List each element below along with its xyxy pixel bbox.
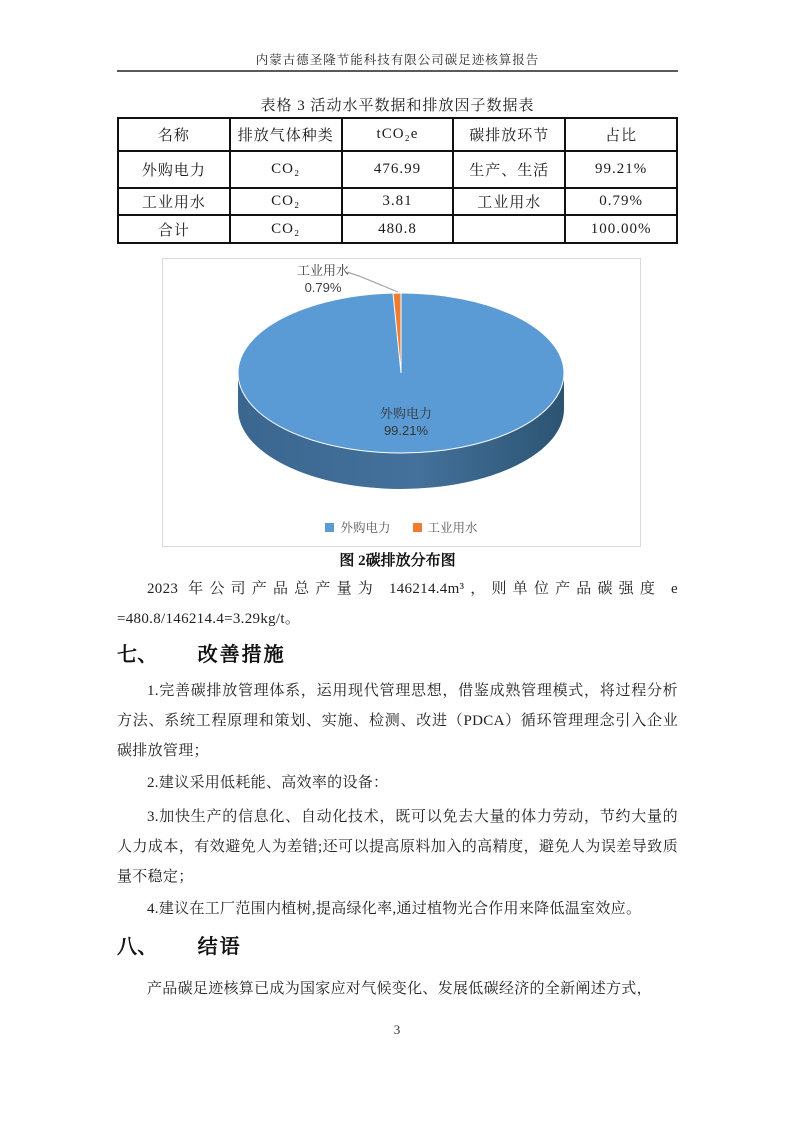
emission-data-table	[117, 117, 678, 244]
slice-label-value: 99.21%	[383, 423, 429, 438]
cell-name: 外购电力	[118, 151, 230, 188]
cell-name: 工业用水	[118, 188, 230, 215]
legend-item-electricity	[325, 518, 390, 536]
cell-tco2e: 480.8	[342, 215, 454, 243]
production-para-line2: =480.8/146214.4=3.29kg/t。	[117, 611, 301, 627]
cell-gas: CO₂	[230, 215, 342, 243]
table-row	[118, 188, 677, 215]
cell-share: 100.00%	[565, 215, 677, 243]
col-header-gas: 排放气体种类	[230, 118, 342, 151]
document-header: 内蒙古德圣隆节能科技有限公司碳足迹核算报告	[255, 53, 540, 67]
slice-label-text: 外购电力	[379, 406, 432, 421]
table-title: 表格 3 活动水平数据和排放因子数据表	[260, 98, 535, 114]
callout-label-value: 0.79%	[304, 280, 342, 295]
body-text	[117, 574, 678, 1004]
table-total-row	[118, 215, 677, 243]
cell-stage: 工业用水	[453, 188, 565, 215]
section-heading-7	[117, 642, 678, 668]
section-heading-8	[117, 934, 678, 960]
cell-stage	[453, 215, 565, 243]
improvement-item-3: 3.加快生产的信息化、自动化技术，既可以免去大量的体力劳动，节约大量的人力成本，有效避免人为差错;还可以提高原料加入的高精度，避免人为误差导致质量不稳定；	[117, 809, 678, 885]
col-header-tco2e: tCO₂e	[342, 118, 454, 151]
production-para-line1: 2023 年公司产品总产量为 146214.4m³，则单位产品碳强度 e	[147, 581, 678, 597]
table-header-row	[118, 118, 677, 151]
section-number: 八、	[117, 936, 158, 958]
cell-gas: CO₂	[230, 188, 342, 215]
pie-chart	[162, 258, 641, 547]
legend-label: 工业用水	[427, 521, 478, 535]
header-divider	[117, 70, 678, 72]
legend-swatch-orange	[413, 523, 422, 532]
improvement-item-1: 1.完善碳排放管理体系，运用现代管理思想，借鉴成熟管理模式，将过程分析方法、系统工程原理和策划、实施、检测、改进（PDCA）循环管理理念引入企业碳排放管理；	[117, 683, 678, 759]
col-header-share: 占比	[565, 118, 677, 151]
cell-share: 0.79%	[565, 188, 677, 215]
section-title: 结语	[197, 936, 242, 958]
cell-tco2e: 3.81	[342, 188, 454, 215]
section-number: 七、	[117, 644, 158, 666]
cell-name: 合计	[118, 215, 230, 243]
table-row	[118, 151, 677, 188]
pie-chart-graphic	[163, 259, 642, 548]
cell-tco2e: 476.99	[342, 151, 454, 188]
callout-label	[263, 262, 383, 296]
legend-item-water	[413, 518, 478, 536]
improvement-item-4: 4.建议在工厂范围内植树,提高绿化率,通过植物光合作用来降低温室效应。	[147, 901, 642, 917]
slice-label	[346, 405, 466, 439]
cell-share: 99.21%	[565, 151, 677, 188]
conclusion-para: 产品碳足迹核算已成为国家应对气候变化、发展低碳经济的全新阐述方式，	[147, 981, 652, 997]
section-title: 改善措施	[197, 644, 286, 666]
figure-caption: 图 2碳排放分布图	[339, 553, 456, 569]
col-header-name: 名称	[118, 118, 230, 151]
cell-stage: 生产、生活	[453, 151, 565, 188]
legend-label: 外购电力	[340, 521, 391, 535]
improvement-item-2: 2.建议采用低耗能、高效率的设备：	[147, 775, 389, 791]
callout-label-text: 工业用水	[296, 263, 349, 278]
cell-gas: CO₂	[230, 151, 342, 188]
page-number: 3	[393, 1022, 401, 1037]
chart-legend	[163, 518, 640, 536]
legend-swatch-blue	[325, 523, 334, 532]
col-header-stage: 碳排放环节	[453, 118, 565, 151]
